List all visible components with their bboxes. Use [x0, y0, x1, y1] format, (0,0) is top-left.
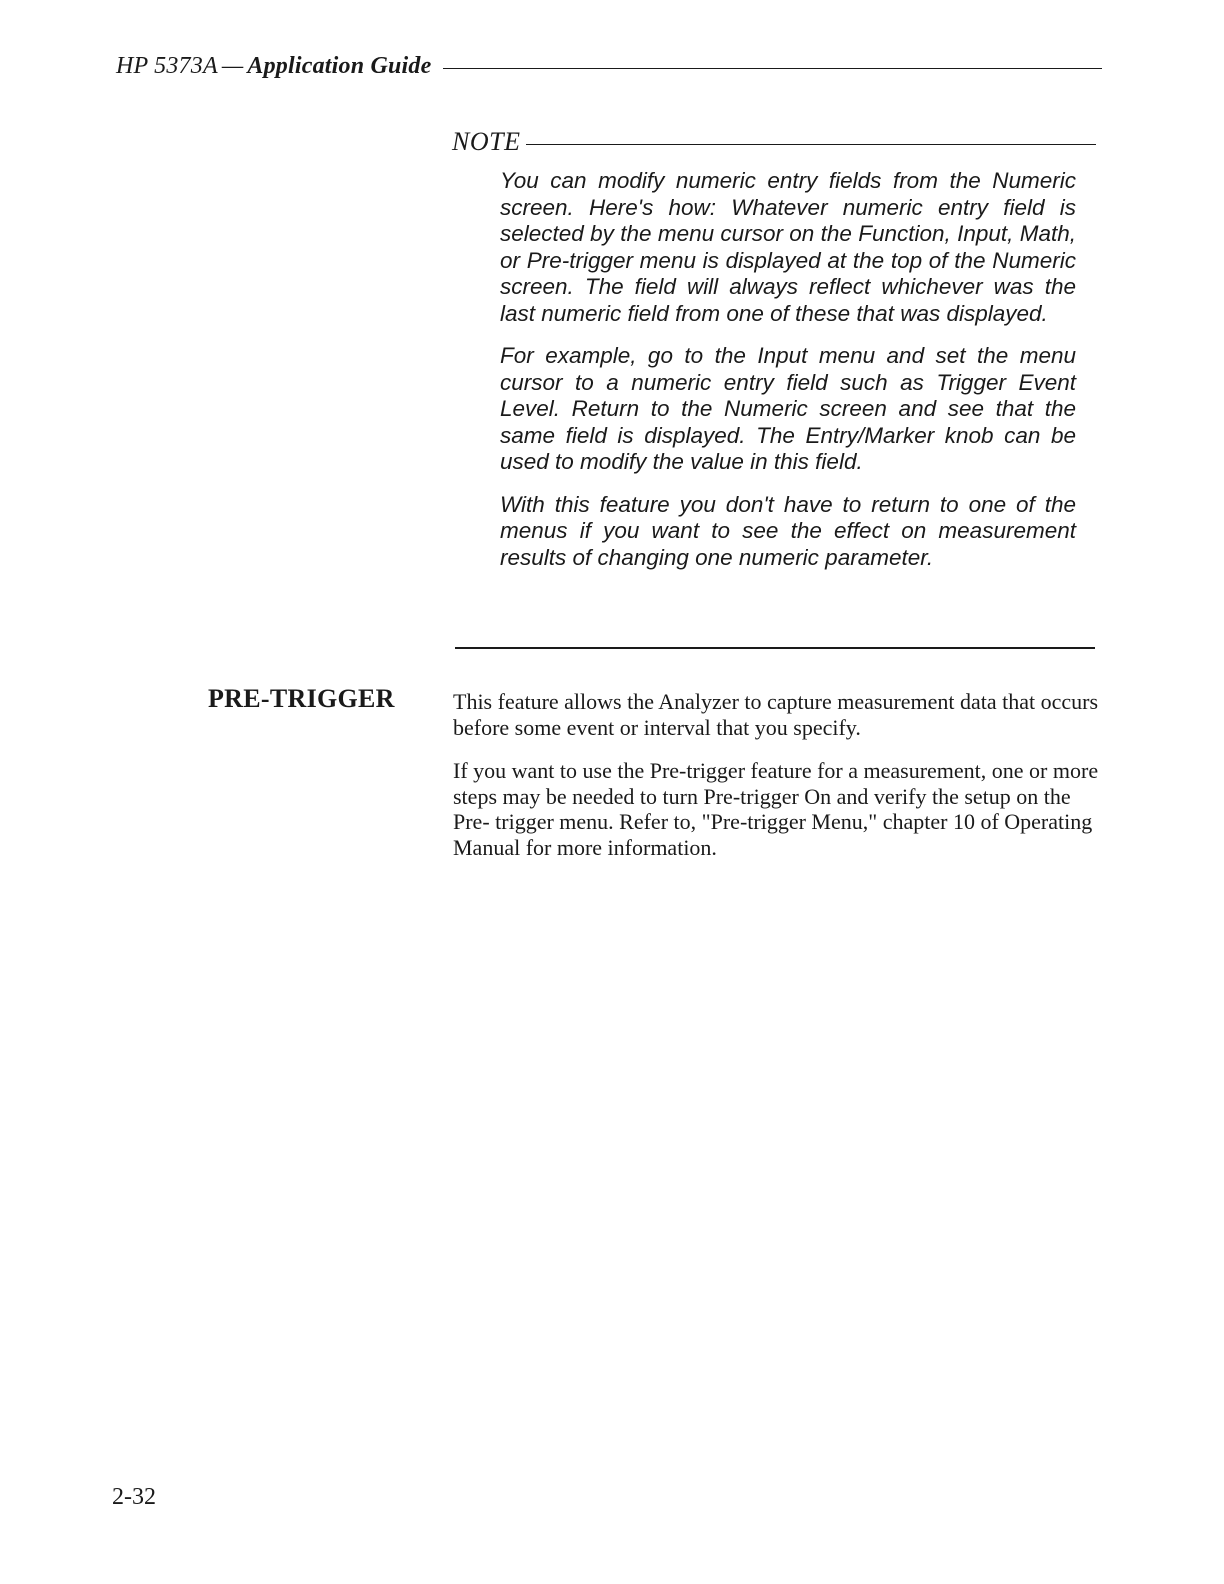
note-paragraph-3: With this feature you don't have to return to one of the menus if you want to see the effect on measurement results of changing one numeric parameter. — [500, 491, 1076, 570]
header-guide: Application Guide — [247, 52, 432, 79]
note-bottom-rule — [455, 647, 1095, 649]
section-body — [453, 689, 1103, 878]
section-heading: PRE-TRIGGER — [208, 684, 395, 713]
header-product: HP 5373A — [116, 52, 218, 79]
note-label: NOTE — [452, 127, 521, 156]
page-number: 2-32 — [112, 1484, 156, 1510]
header-rule — [443, 68, 1102, 69]
note-paragraph-1: You can modify numeric entry fields from the Numeric screen. Here's how: Whatever numeric entry field is selected by the menu cursor on the Function, Input, Math, or Pre-trigger menu is displayed at the top of the Numeric screen. The field will always reflect whichever was the last numeric field from one of these that was displayed. — [500, 168, 1076, 326]
header-title — [116, 53, 431, 80]
running-header — [116, 48, 1102, 84]
note-heading — [452, 124, 1096, 160]
note-paragraph-2: For example, go to the Input menu and set the menu cursor to a numeric entry field such as Trigger Event Level. Return to the Numeric screen and see that the same field is displayed. The Entry/Marker knob can be used to modify the value in this field. — [500, 343, 1076, 474]
header-separator: — — [221, 52, 244, 79]
section-paragraph-1: This feature allows the Analyzer to capture measurement data that occurs before some event or interval that you specify. — [453, 689, 1099, 740]
section-paragraph-2: If you want to use the Pre-trigger feature for a measurement, one or more steps may be needed to turn Pre-trigger On and verify the setup on the Pre- trigger menu. Refer to, "Pre-trigger Menu," chapter 10 of Operating Manual for more information. — [453, 758, 1099, 860]
note-body — [500, 168, 1076, 587]
note-top-rule — [526, 144, 1096, 145]
